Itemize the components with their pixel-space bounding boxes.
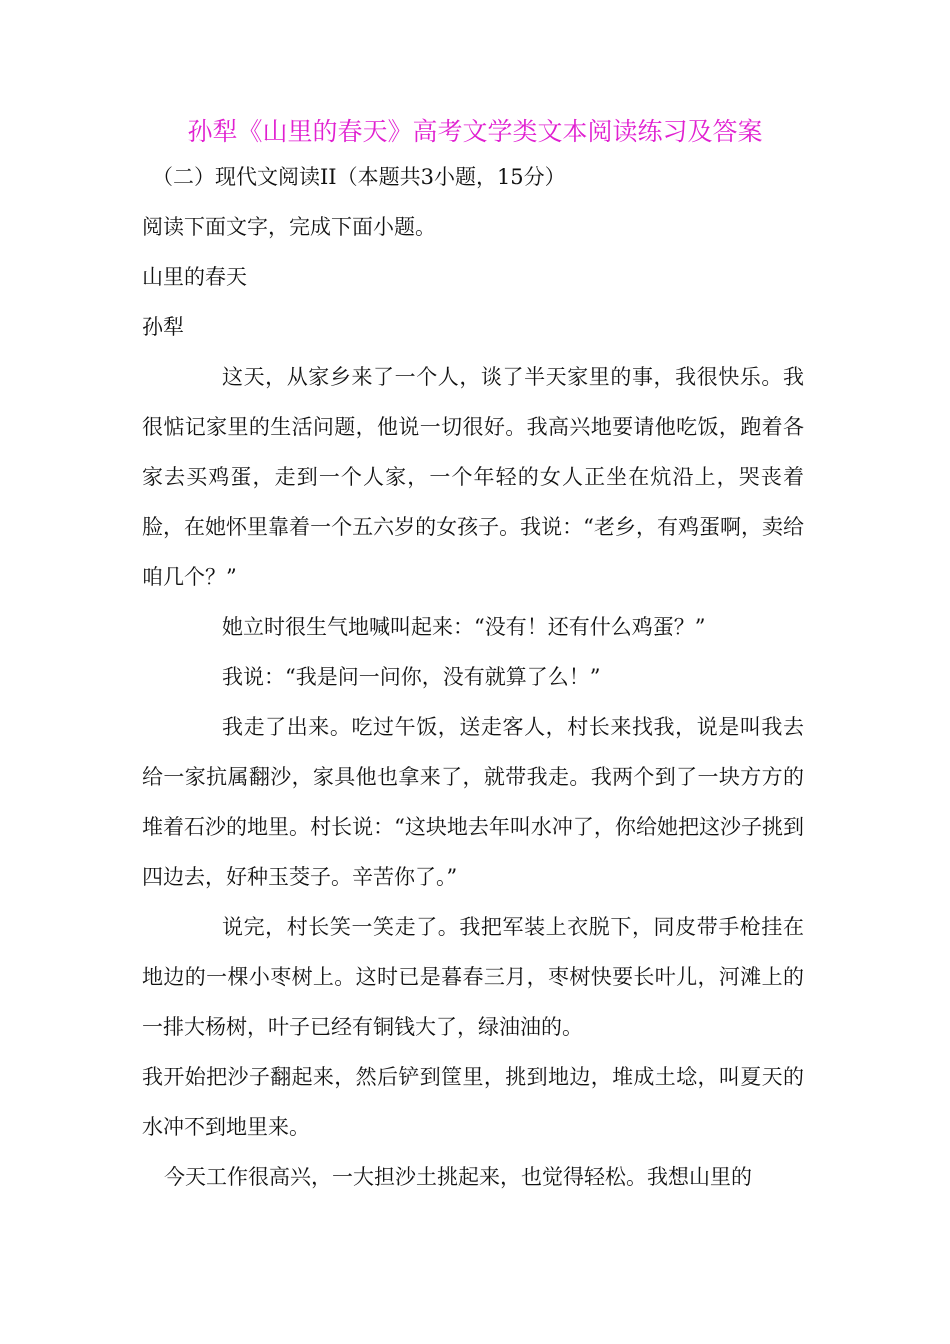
paragraph-5: 说完，村长笑一笑走了。我把军装上衣脱下，同皮带手枪挂在地边的一棵小枣树上。这时已是暮春三月，枣树快要长叶儿，河滩上的一排大杨树，叶子已经有铜钱大了，绿油油的。 (142, 915, 804, 1039)
paragraph-2: 她立时很生气地喊叫起来：“没有！还有什么鸡蛋？” (222, 615, 706, 639)
paragraph-7: 今天工作很高兴，一大担沙土挑起来，也觉得轻松。我想山里的 (164, 1165, 752, 1189)
article-body-part-1 (142, 352, 804, 1052)
paragraph-4: 我走了出来。吃过午饭，送走客人，村长来找我，说是叫我去给一家抗属翻沙，家具他也拿来了，就带我走。我两个到了一块方方的堆着石沙的地里。村长说：“这块地去年叫水冲了，你给她把这沙子挑到四边去，好种玉茭子。辛苦你了。” (142, 715, 804, 889)
reading-instruction: 阅读下面文字，完成下面小题。 (142, 215, 436, 239)
section-heading: （二）现代文阅读II（本题共3小题，15分） (152, 165, 566, 189)
document-title: 孙犁《山里的春天》高考文学类文本阅读练习及答案 (187, 117, 763, 146)
paragraph-6: 我开始把沙子翻起来，然后铲到筐里，挑到地边，堆成土埝，叫夏天的水冲不到地里来。 (142, 1065, 804, 1139)
article-title: 山里的春天 (142, 265, 247, 289)
paragraph-1: 这天，从家乡来了一个人，谈了半天家里的事，我很快乐。我很惦记家里的生活问题，他说一切很好。我高兴地要请他吃饭，跑着各家去买鸡蛋，走到一个人家，一个年轻的女人正坐在炕沿上，哭丧着脸，在她怀里靠着一个五六岁的女孩子。我说：“老乡，有鸡蛋啊，卖给咱几个？” (142, 365, 804, 589)
paragraph-3: 我说：“我是问一问你，没有就算了么！” (222, 665, 601, 689)
article-body-part-2 (142, 1052, 804, 1152)
article-author: 孙犁 (142, 315, 184, 339)
